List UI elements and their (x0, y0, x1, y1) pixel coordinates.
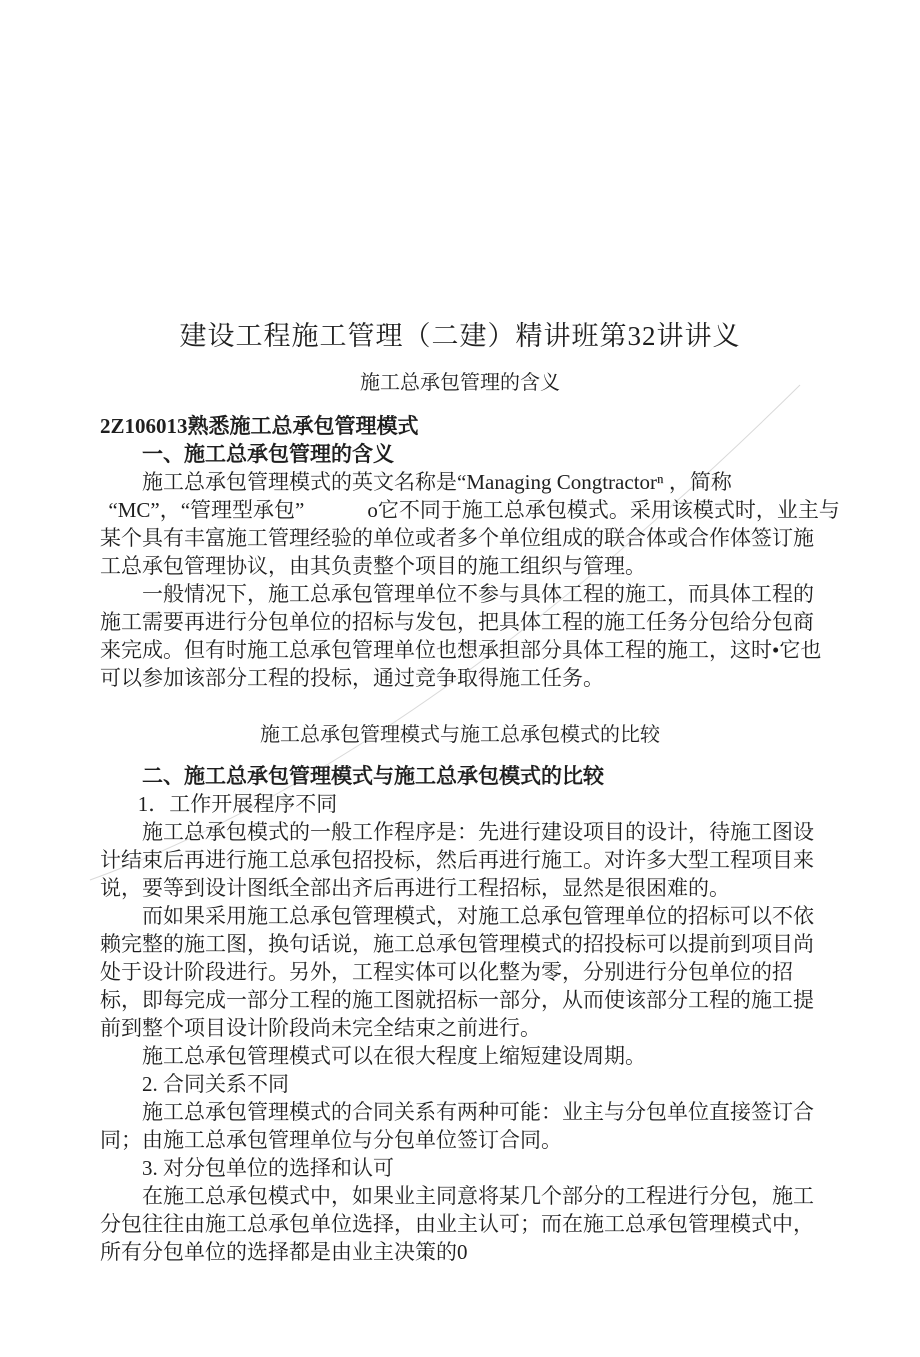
paragraph-line: “MC”，“管理型承包” o它不同于施工总承包模式。采用该模式时，业主与 (108, 498, 840, 522)
paragraph-line: 施工需要再进行分包单位的招标与发包，把具体工程的施工任务分包给分包商 (100, 610, 814, 634)
paragraph-line: 2. 合同关系不同 (142, 1072, 289, 1096)
document-subtitle: 施工总承包管理的含义 (360, 372, 560, 394)
paragraph-line: 前到整个项目设计阶段尚未完全结束之前进行。 (100, 1016, 541, 1040)
paragraph-line: 赖完整的施工图，换句话说，施工总承包管理模式的招投标可以提前到项目尚 (100, 932, 814, 956)
document-body (100, 412, 840, 1266)
paragraph-line: 施工总承包管理模式可以在很大程度上缩短建设周期。 (142, 1044, 646, 1068)
paragraph-line: 3. 对分包单位的选择和认可 (142, 1156, 394, 1180)
paragraph-line: 来完成。但有时施工总承包管理单位也想承担部分具体工程的施工，这时•它也 (100, 638, 822, 662)
paragraph-line: 说，要等到设计图纸全部出齐后再进行工程招标，显然是很困难的。 (100, 876, 730, 900)
paragraph-line: 施工总承包模式的一般工作程序是：先进行建设项目的设计，待施工图设 (142, 820, 814, 844)
paragraph-line: 1．工作开展程序不同 (137, 792, 338, 816)
paragraph-line: 施工总承包管理模式的合同关系有两种可能：业主与分包单位直接签订合 (142, 1100, 814, 1124)
section-title: 施工总承包管理模式与施工总承包模式的比较 (260, 724, 660, 746)
paragraph-line: 在施工总承包模式中，如果业主同意将某几个部分的工程进行分包，施工 (142, 1184, 814, 1208)
paragraph-line: 工总承包管理协议，由其负责整个项目的施工组织与管理。 (100, 554, 646, 578)
paragraph-line: 同；由施工总承包管理单位与分包单位签订合同。 (100, 1128, 562, 1152)
paragraph-line: 处于设计阶段进行。另外，工程实体可以化整为零，分别进行分包单位的招 (100, 960, 793, 984)
document-title: 建设工程施工管理（二建）精讲班第32讲讲义 (179, 321, 741, 351)
paragraph-line: 计结束后再进行施工总承包招投标，然后再进行施工。对许多大型工程项目来 (100, 848, 814, 872)
paragraph-line: 分包往往由施工总承包单位选择，由业主认可；而在施工总承包管理模式中， (100, 1212, 814, 1236)
document-heading: 二、施工总承包管理模式与施工总承包模式的比较 (142, 764, 604, 788)
paragraph-line: 可以参加该部分工程的投标，通过竞争取得施工任务。 (100, 666, 604, 690)
paragraph-line: 某个具有丰富施工管理经验的单位或者多个单位组成的联合体或合作体签订施 (100, 526, 814, 550)
paragraph-line: 一般情况下，施工总承包管理单位不参与具体工程的施工，而具体工程的 (142, 582, 814, 606)
paragraph-line: 所有分包单位的选择都是由业主决策的0 (100, 1240, 468, 1264)
paragraph-line: 而如果采用施工总承包管理模式，对施工总承包管理单位的招标可以不依 (142, 904, 814, 928)
paragraph-line: 标，即每完成一部分工程的施工图就招标一部分，从而使该部分工程的施工提 (100, 988, 814, 1012)
document-heading: 2Z106013熟悉施工总承包管理模式 (100, 414, 419, 438)
document-heading: 一、施工总承包管理的含义 (142, 442, 394, 466)
paragraph-line: 施工总承包管理模式的英文名称是“Managing Congtractorⁿ ，简称 (142, 470, 732, 494)
document-content (100, 0, 840, 1266)
